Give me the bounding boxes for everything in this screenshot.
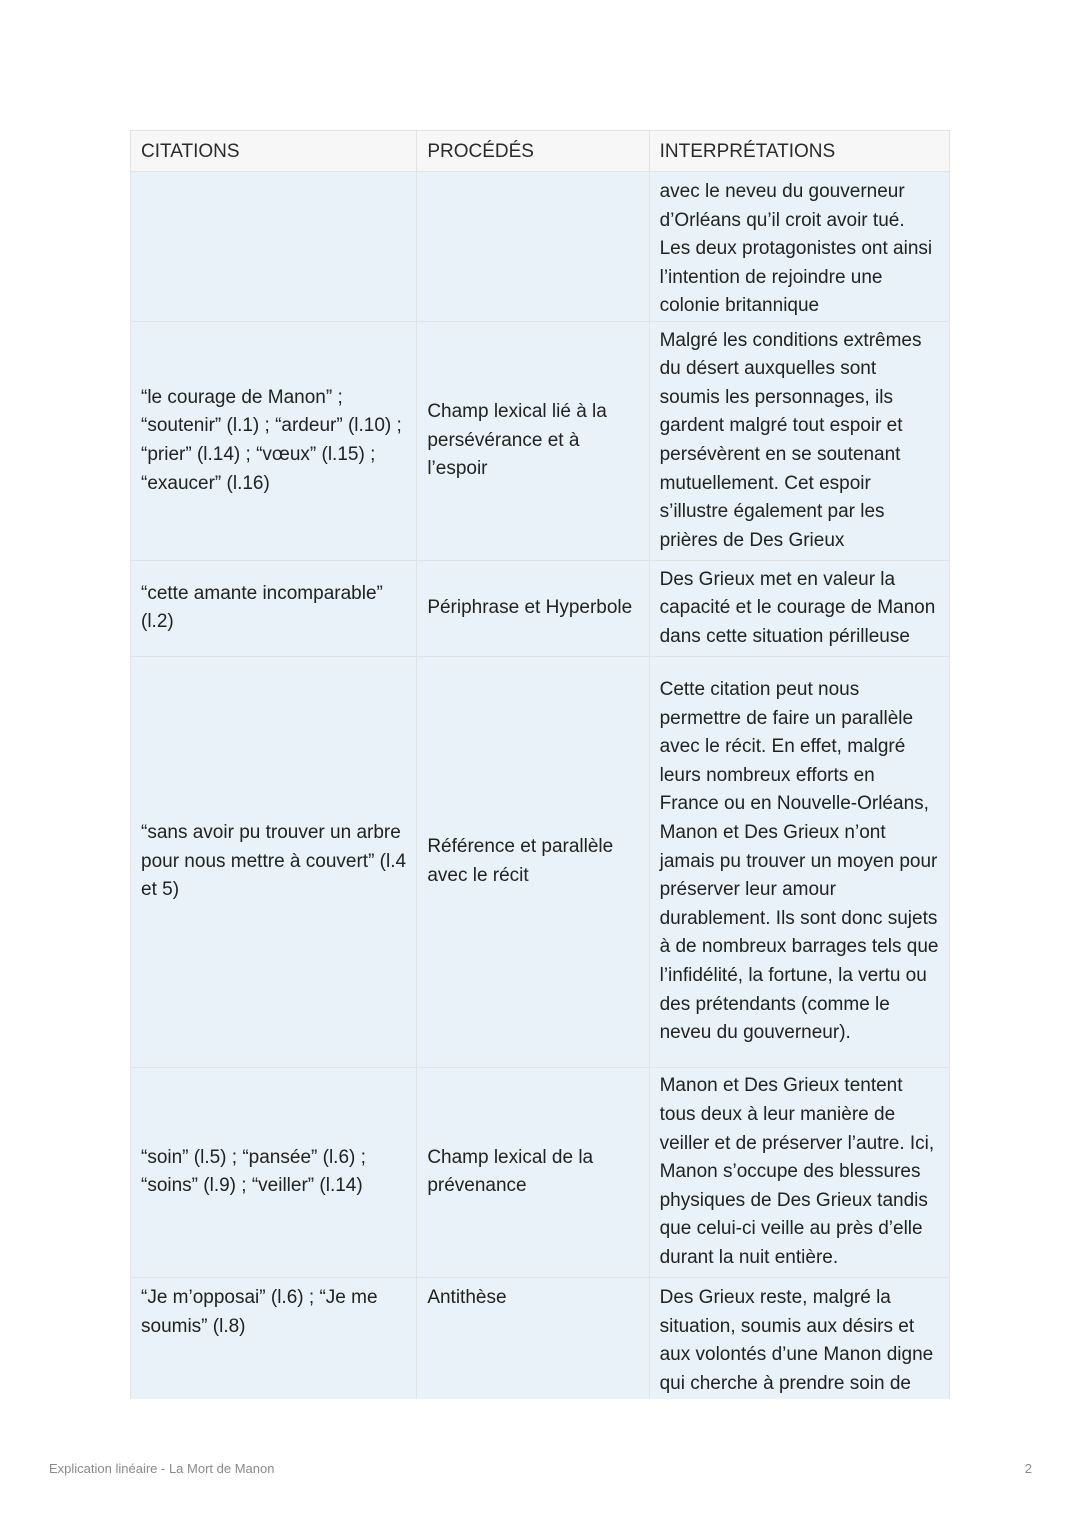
footer-page-number: 2 <box>1024 1461 1032 1476</box>
table-row <box>131 321 950 560</box>
procede-cell <box>417 172 649 322</box>
header-interpretations: INTERPRÉTATIONS <box>649 131 949 172</box>
citation-cell: “le courage de Manon” ; “soutenir” (l.1) ; “ardeur” (l.10) ; “prier” (l.14) ; “vœux” (l.15) ; “exaucer” (l.16) <box>131 321 417 560</box>
procede-cell: Référence et parallèle avec le récit <box>417 656 649 1067</box>
table-row <box>131 1067 950 1277</box>
citation-cell: “sans avoir pu trouver un arbre pour nous mettre à couvert” (l.4 et 5) <box>131 656 417 1067</box>
interpretation-cell: avec le neveu du gouverneur d’Orléans qu’il croit avoir tué. Les deux protagonistes ont ainsi l’intention de rejoindre une colonie britannique <box>649 172 949 322</box>
header-procedes: PROCÉDÉS <box>417 131 649 172</box>
table-row <box>131 560 950 656</box>
interpretation-cell: Cette citation peut nous permettre de faire un parallèle avec le récit. En effet, malgré leurs nombreux efforts en France ou en Nouvelle-Orléans, Manon et Des Grieux n’ont jamais pu trouver un moyen pour préserver leur amour durablement. Ils sont donc sujets à de nombreux barrages tels que l’infidélité, la fortune, la vertu ou des prétendants (comme le neveu du gouverneur). <box>649 656 949 1067</box>
procede-cell: Antithèse <box>417 1277 649 1399</box>
procede-cell: Champ lexical de la prévenance <box>417 1067 649 1277</box>
table-row <box>131 172 950 322</box>
interpretation-cell: Manon et Des Grieux tentent tous deux à leur manière de veiller et de préserver l’autre. Ici, Manon s’occupe des blessures physiques de Des Grieux tandis que celui-ci veille au près d’elle durant la nuit entière. <box>649 1067 949 1277</box>
citation-cell <box>131 172 417 322</box>
interpretation-cell: Malgré les conditions extrêmes du désert auxquelles sont soumis les personnages, ils gardent malgré tout espoir et persévèrent en se soutenant mutuellement. Cet espoir s’illustre également par les prières de Des Grieux <box>649 321 949 560</box>
footer-document-title: Explication linéaire - La Mort de Manon <box>49 1461 275 1476</box>
table-row <box>131 656 950 1067</box>
table-header-row <box>131 131 950 172</box>
interpretation-cell: Des Grieux reste, malgré la situation, soumis aux désirs et aux volontés d’une Manon digne qui cherche à prendre soin de <box>649 1277 949 1399</box>
citation-cell: “soin” (l.5) ; “pansée” (l.6) ; “soins” (l.9) ; “veiller” (l.14) <box>131 1067 417 1277</box>
procede-cell: Champ lexical lié à la persévérance et à l’espoir <box>417 321 649 560</box>
interpretation-cell: Des Grieux met en valeur la capacité et le courage de Manon dans cette situation périlleuse <box>649 560 949 656</box>
header-citations: CITATIONS <box>131 131 417 172</box>
analysis-table <box>130 130 950 1399</box>
table-row <box>131 1277 950 1399</box>
procede-cell: Périphrase et Hyperbole <box>417 560 649 656</box>
citation-cell: “cette amante incomparable” (l.2) <box>131 560 417 656</box>
citation-cell: “Je m’opposai” (l.6) ; “Je me soumis” (l.8) <box>131 1277 417 1399</box>
